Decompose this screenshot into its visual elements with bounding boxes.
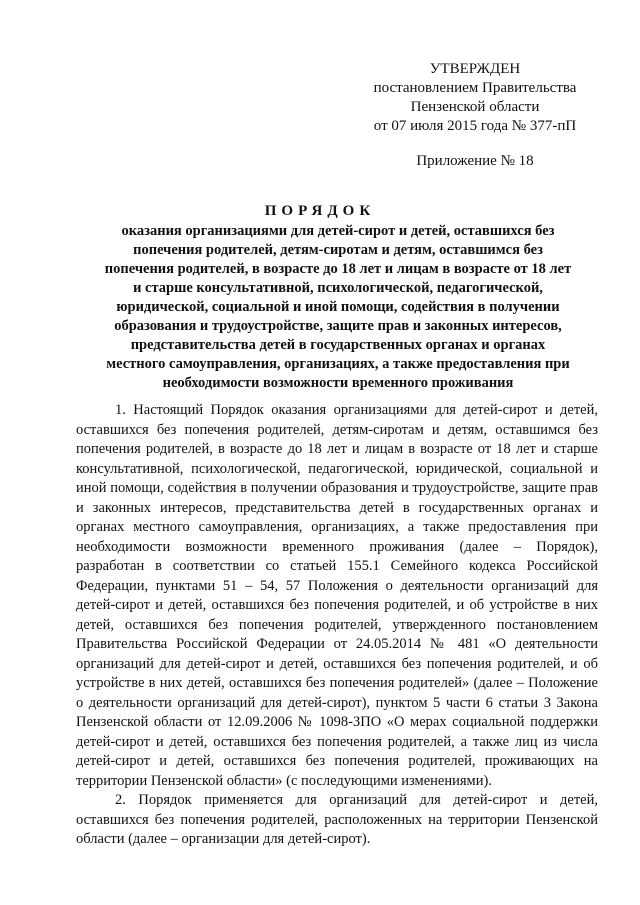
document-body	[76, 401, 598, 850]
approval-heading: УТВЕРЖДЕН	[429, 61, 521, 77]
document-title: ПОРЯДОК	[264, 203, 376, 219]
approval-resolution: постановлением Правительства	[373, 80, 577, 96]
approval-date-number: от 07 июля 2015 года № 377-пП	[373, 118, 577, 134]
approval-region: Пензенской области	[410, 99, 540, 115]
paragraph-2: 2. Порядок применяется для организаций для детей-сирот и детей, оставшихся без попечения родителей, расположенных на территории Пензенской области (далее – организации для детей-сирот).	[76, 792, 598, 847]
approval-stamp	[360, 60, 590, 136]
appendix-number: Приложение № 18	[416, 153, 534, 169]
document-subtitle: оказания организациями для детей-сирот и детей, оставшихся без попечения родителей, детям-сиротам и детям, оставшимся без попечения родителей, в возрасте до 18 лет и лицам в возрасте от 18 лет и старше консультативной, психологической, педагогической, юридической, социальной и иной помощи, содействия в получении образования и трудоустройстве, защите прав и законных интересов, представительства детей в государственных органах и органах местного самоуправления, организациях, а также предоставления при необходимости возможности временного проживания	[104, 223, 572, 391]
paragraph-1: 1. Настоящий Порядок оказания организациями для детей-сирот и детей, оставшихся без попечения родителей, детям-сиротам и детям, оставшимся без попечения родителей, в возрасте до 18 лет и лицам в возрасте от 18 лет и старше консультативной, психологической, педагогической, юридической, социальной и иной помощи, содействия в получении образования и трудоустройстве, защите прав и законных интересов, представительства детей в государственных органах и органах местного самоуправления, организациях, а также предоставления при необходимости возможности временного проживания (далее – Порядок), разработан в соответствии со статьей 155.1 Семейного кодекса Российской Федерации, пунктами 51 – 54, 57 Положения о деятельности организаций для детей-сирот и детей, оставшихся без попечения родителей, и об устройстве в них детей, оставшихся без попечения родителей, утвержденного постановлением Правительства Российской Федерации от 24.05.2014 № 481 «О деятельности организаций для детей-сирот и детей, оставшихся без попечения родителей, и об устройстве в них детей, оставшихся без попечения родителей» (далее – Положение о деятельности организаций для детей-сирот), пунктом 5 части 6 статьи 3 Закона Пензенской области от 12.09.2006 № 1098-ЗПО «О мерах социальной поддержки детей-сирот и детей, оставшихся без попечения родителей, а также лиц из числа детей-сирот и детей, оставшихся без попечения родителей, проживающих на территории Пензенской области» (с последующими изменениями).	[76, 402, 598, 789]
